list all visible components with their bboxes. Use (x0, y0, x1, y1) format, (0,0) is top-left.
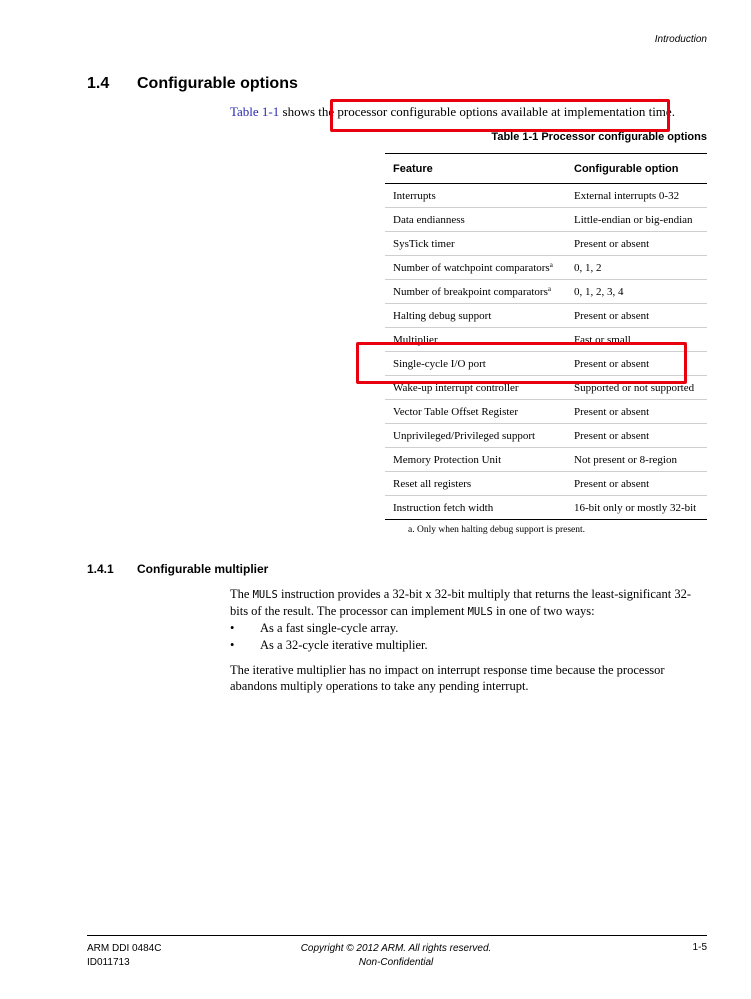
page-number: 1-5 (692, 942, 707, 953)
code-muls: MULS (467, 606, 493, 618)
table-row (385, 280, 707, 304)
text-run: instruction provides a 32-bit x 32-bit multiply that returns the least-significant 32-bits of the result. The processor can implement (230, 587, 691, 618)
feature-cell (385, 280, 566, 304)
text-run: The (230, 587, 253, 601)
table-row (385, 448, 707, 472)
text-run: in one of two ways: (492, 604, 595, 618)
footer-copyright: Copyright © 2012 ARM. All rights reserved. (300, 943, 492, 954)
section-title: Configurable options (137, 75, 298, 92)
feature-cell: Unprivileged/Privileged support (385, 424, 566, 448)
bullet-mark: • (230, 621, 235, 635)
table-row (385, 232, 707, 256)
list-item-text: As a fast single-cycle array. (260, 621, 399, 635)
feature-cell: SysTick timer (385, 232, 566, 256)
running-header: Introduction (654, 34, 707, 45)
table-row (385, 304, 707, 328)
footer-copyright-block (246, 942, 546, 970)
table-row (385, 400, 707, 424)
option-cell: Present or absent (566, 352, 707, 376)
option-cell: 0, 1, 2 (566, 256, 707, 280)
table-row (385, 328, 707, 352)
feature-cell: Data endianness (385, 208, 566, 232)
table-row (385, 184, 707, 208)
list-item (230, 637, 428, 654)
list-item-text: As a 32-cycle iterative multiplier. (260, 638, 428, 652)
column-header-option: Configurable option (566, 154, 707, 184)
feature-cell: Wake-up interrupt controller (385, 376, 566, 400)
table-row (385, 424, 707, 448)
table-row (385, 256, 707, 280)
table-row (385, 352, 707, 376)
option-cell: Present or absent (566, 472, 707, 496)
footer-id: ID011713 (87, 957, 130, 968)
feature-cell: Memory Protection Unit (385, 448, 566, 472)
feature-text: Number of breakpoint comparators (393, 286, 548, 298)
option-cell: Present or absent (566, 304, 707, 328)
option-cell: Supported or not supported (566, 376, 707, 400)
option-cell: 0, 1, 2, 3, 4 (566, 280, 707, 304)
table-row (385, 472, 707, 496)
iterative-paragraph: The iterative multiplier has no impact on interrupt response time because the processor abandons multiply operations to take any pending interrupt. (230, 663, 665, 693)
section-number: 1.4 (87, 75, 110, 92)
feature-text: Number of watchpoint comparators (393, 262, 550, 274)
feature-cell: Interrupts (385, 184, 566, 208)
option-cell: 16-bit only or mostly 32-bit (566, 496, 707, 520)
option-cell: External interrupts 0-32 (566, 184, 707, 208)
option-cell: Present or absent (566, 424, 707, 448)
feature-cell: Single-cycle I/O port (385, 352, 566, 376)
feature-cell: Halting debug support (385, 304, 566, 328)
option-cell: Little-endian or big-endian (566, 208, 707, 232)
footer-doc-info (87, 942, 161, 970)
table-caption: Table 1-1 Processor configurable options (491, 131, 707, 143)
subsection-title: Configurable multiplier (137, 562, 269, 576)
feature-cell: Reset all registers (385, 472, 566, 496)
table-header-row (385, 154, 707, 184)
option-cell: Present or absent (566, 232, 707, 256)
feature-cell: Vector Table Offset Register (385, 400, 566, 424)
footer-divider (87, 935, 707, 936)
column-header-feature: Feature (385, 154, 566, 184)
table-footnote: a. Only when halting debug support is present. (408, 525, 586, 535)
intro-text: shows the processor configurable options available at implementation time. (279, 104, 675, 119)
table-row (385, 208, 707, 232)
table-row (385, 376, 707, 400)
table-link[interactable]: Table 1-1 (230, 104, 280, 119)
bullet-mark: • (230, 638, 235, 652)
table-row (385, 496, 707, 520)
footer-confidentiality: Non-Confidential (358, 957, 434, 968)
multiplier-paragraph (230, 586, 708, 620)
intro-paragraph (230, 104, 675, 120)
options-table (385, 153, 707, 520)
option-cell: Not present or 8-region (566, 448, 707, 472)
option-cell: Present or absent (566, 400, 707, 424)
feature-cell: Instruction fetch width (385, 496, 566, 520)
code-muls: MULS (252, 589, 278, 601)
subsection-number: 1.4.1 (87, 562, 114, 576)
implementation-list (230, 620, 428, 654)
footnote-marker: a (549, 261, 553, 269)
footer-doc-id: ARM DDI 0484C (87, 943, 162, 954)
option-cell: Fast or small (566, 328, 707, 352)
feature-cell: Multiplier (385, 328, 566, 352)
list-item (230, 620, 428, 637)
footnote-marker: a (547, 285, 551, 293)
feature-cell (385, 256, 566, 280)
